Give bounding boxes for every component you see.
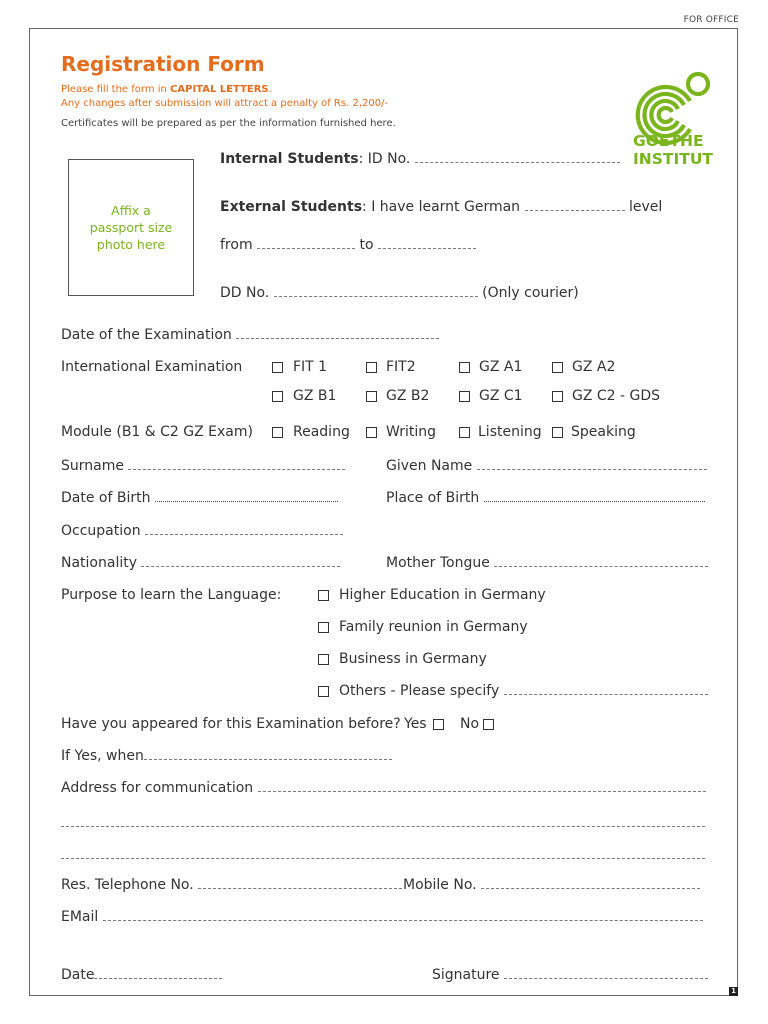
option-business: Business in Germany [339, 651, 487, 667]
passport-photo-box [68, 159, 194, 296]
exam-date-label: Date of the Examination [61, 327, 232, 343]
note-caps: CAPITAL LETTERS [170, 84, 269, 95]
email-field[interactable] [103, 910, 703, 921]
mobile-label: Mobile No. [403, 877, 477, 893]
checkbox-fit1[interactable] [272, 362, 283, 373]
intl-exam-label: International Examination [61, 359, 243, 375]
photo-line3: photo here [96, 237, 166, 252]
internal-id-label: : ID No. [358, 151, 411, 167]
option-higher-education: Higher Education in Germany [339, 587, 546, 603]
signature-field[interactable] [504, 968, 708, 979]
telephone-label: Res. Telephone No. [61, 877, 194, 893]
option-speaking: Speaking [571, 424, 636, 440]
pob-label: Place of Birth [386, 490, 480, 506]
checkbox-yes[interactable] [433, 719, 444, 730]
dob-row [61, 490, 338, 506]
telephone-row [61, 877, 402, 893]
logo-line1: GOETHE [633, 132, 704, 150]
checkbox-gza2[interactable] [552, 362, 563, 373]
checkbox-business[interactable] [318, 654, 329, 665]
external-learnt-label: : I have learnt German [362, 199, 521, 215]
nationality-field[interactable] [141, 556, 340, 567]
given-name-row [386, 458, 707, 474]
checkbox-speaking[interactable] [552, 427, 563, 438]
exam-date-row [61, 327, 439, 343]
external-level-label: level [628, 199, 663, 215]
mother-tongue-field[interactable] [494, 556, 708, 567]
checkbox-family-reunion[interactable] [318, 622, 329, 633]
exam-date-field[interactable] [236, 328, 439, 339]
photo-line2: passport size [89, 220, 173, 235]
checkbox-no[interactable] [483, 719, 494, 730]
dd-field[interactable] [274, 286, 478, 297]
module-label: Module (B1 & C2 GZ Exam) [61, 424, 253, 440]
internal-id-field[interactable] [415, 152, 620, 163]
date-field[interactable] [94, 968, 222, 979]
option-gzb1: GZ B1 [293, 388, 337, 404]
address-label: Address for communication [61, 780, 254, 796]
internal-students-label: Internal Students [220, 151, 359, 167]
to-label: to [359, 237, 374, 253]
checkbox-gzc2-gds[interactable] [552, 391, 563, 402]
signature-row [432, 967, 708, 983]
if-yes-row [61, 748, 392, 764]
option-writing: Writing [386, 424, 436, 440]
email-label: EMail [61, 909, 99, 925]
to-field[interactable] [378, 238, 476, 249]
dob-label: Date of Birth [61, 490, 151, 506]
checkbox-writing[interactable] [366, 427, 377, 438]
address-row [61, 780, 706, 796]
pob-row [386, 490, 705, 506]
email-row [61, 909, 703, 925]
address-field-line3[interactable] [61, 857, 705, 859]
checkbox-reading[interactable] [272, 427, 283, 438]
checkbox-gzb1[interactable] [272, 391, 283, 402]
checkbox-others[interactable] [318, 686, 329, 697]
checkbox-fit2[interactable] [366, 362, 377, 373]
form-title: Registration Form [61, 52, 265, 76]
address-field-line2[interactable] [61, 825, 705, 827]
note-suffix: . [268, 84, 272, 95]
dd-row [220, 285, 579, 301]
option-fit2: FIT2 [386, 359, 416, 375]
from-label: from [220, 237, 253, 253]
address-field-line1[interactable] [258, 781, 706, 792]
option-others-row [339, 683, 708, 699]
given-name-field[interactable] [477, 459, 707, 470]
page-number: 1 [729, 987, 738, 996]
others-specify-field[interactable] [504, 684, 708, 695]
for-office-label: FOR OFFICE [683, 15, 739, 25]
checkbox-listening[interactable] [459, 427, 470, 438]
pob-field[interactable] [484, 491, 705, 502]
option-gzc2-gds: GZ C2 - GDS [572, 388, 661, 404]
yes-label: Yes [404, 716, 427, 732]
option-gzc1: GZ C1 [479, 388, 523, 404]
note-prefix: Please fill the form in [61, 84, 171, 95]
telephone-field[interactable] [198, 878, 402, 889]
mobile-field[interactable] [481, 878, 700, 889]
checkbox-higher-education[interactable] [318, 590, 329, 601]
purpose-label: Purpose to learn the Language: [61, 587, 282, 603]
internal-students-row [220, 151, 620, 167]
dob-field[interactable] [155, 491, 338, 502]
mobile-row [403, 877, 700, 893]
external-period-row [220, 237, 476, 253]
logo-line2: INSTITUT [633, 150, 713, 168]
mother-tongue-row [386, 555, 708, 571]
occupation-label: Occupation [61, 523, 141, 539]
option-gza2: GZ A2 [572, 359, 616, 375]
signature-label: Signature [432, 967, 500, 983]
external-level-field[interactable] [525, 200, 625, 211]
surname-field[interactable] [128, 459, 345, 470]
occupation-field[interactable] [145, 524, 343, 535]
penalty-note: Any changes after submission will attract a penalty of Rs. 2,200/- [61, 98, 389, 109]
option-gzb2: GZ B2 [386, 388, 430, 404]
occupation-row [61, 523, 343, 539]
if-yes-field[interactable] [144, 749, 392, 760]
mother-tongue-label: Mother Tongue [386, 555, 490, 571]
given-name-label: Given Name [386, 458, 473, 474]
external-students-label: External Students [220, 199, 363, 215]
option-family-reunion: Family reunion in Germany [339, 619, 528, 635]
nationality-row [61, 555, 340, 571]
checkbox-gzb2[interactable] [366, 391, 377, 402]
option-listening: Listening [478, 424, 542, 440]
checkbox-gza1[interactable] [459, 362, 470, 373]
checkbox-gzc1[interactable] [459, 391, 470, 402]
goethe-institut-wordmark [633, 132, 713, 168]
if-yes-label: If Yes, when [61, 748, 144, 764]
dd-label: DD No. [220, 285, 270, 301]
nationality-label: Nationality [61, 555, 138, 571]
photo-line1: Affix a [111, 203, 151, 218]
dd-note: (Only courier) [482, 285, 579, 301]
date-label: Date [61, 967, 95, 983]
option-reading: Reading [293, 424, 350, 440]
surname-row [61, 458, 345, 474]
date-row [61, 967, 222, 983]
appeared-question: Have you appeared for this Examination before? [61, 716, 401, 732]
surname-label: Surname [61, 458, 124, 474]
certificates-note: Certificates will be prepared as per the information furnished here. [61, 118, 396, 129]
capital-letters-note [61, 84, 272, 95]
option-fit1: FIT 1 [293, 359, 328, 375]
option-gza1: GZ A1 [479, 359, 523, 375]
no-label: No [460, 716, 480, 732]
from-field[interactable] [257, 238, 355, 249]
external-students-row [220, 199, 662, 215]
option-others: Others - Please specify [339, 683, 500, 699]
